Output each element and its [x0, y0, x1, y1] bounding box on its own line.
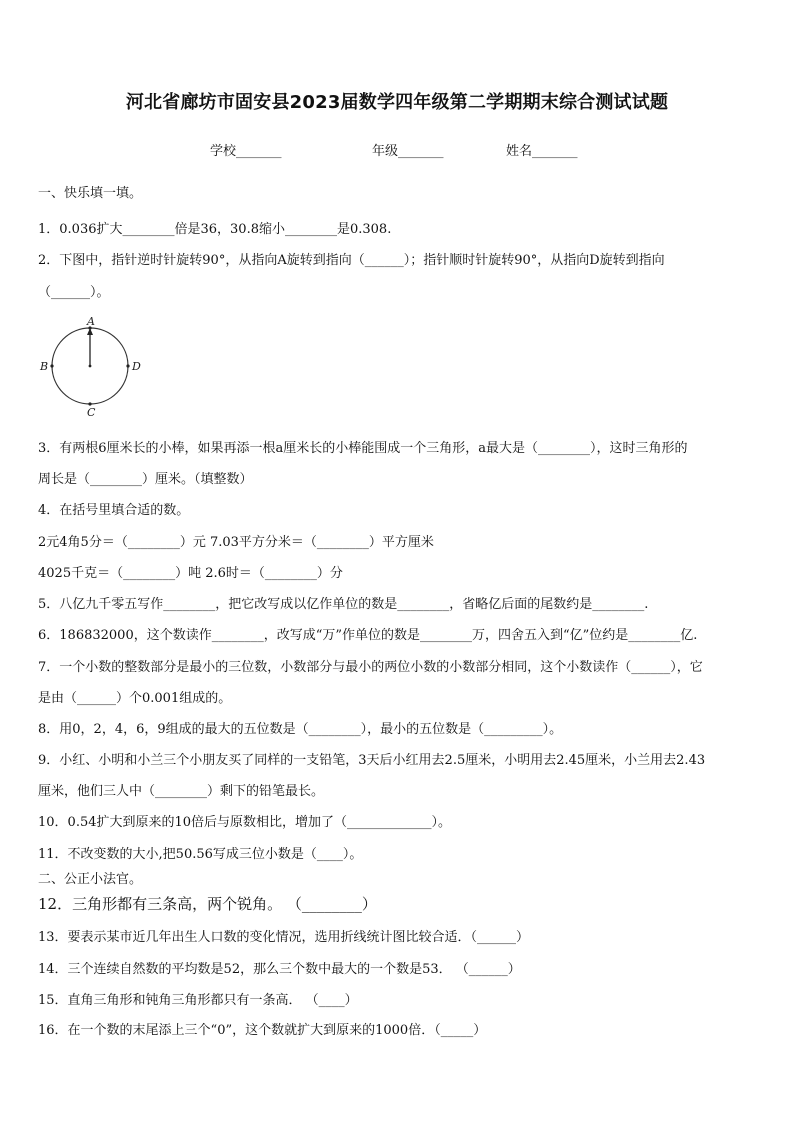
label-b: B — [40, 360, 49, 373]
question-14: 14．三个连续自然数的平均数是52，那么三个数中最大的一个数是53． （______） — [38, 962, 521, 977]
dial-center — [89, 365, 92, 368]
grade-field: 年级_______ — [372, 144, 444, 159]
question-10: 10．0.54扩大到原来的10倍后与原数相比，增加了（_____________）。 — [38, 815, 452, 830]
name-field: 姓名_______ — [506, 144, 578, 159]
question-1: 1．0.036扩大________倍是36，30.8缩小________是0.308. — [38, 222, 392, 237]
question-5: 5．八亿九千零五写作________，把它改写成以亿作单位的数是________，省略亿后面的尾数约是________. — [38, 597, 649, 612]
section-1-heading: 一、快乐填一填。 — [38, 186, 143, 201]
page-title: 河北省廊坊市固安县2023届数学四年级第二学期期末综合测试试题 — [125, 92, 669, 113]
label-a: A — [87, 315, 95, 328]
question-4-row-2: 4025千克＝（________）吨 2.6时＝（________）分 — [38, 566, 343, 581]
question-16: 16．在一个数的末尾添上三个“0”，这个数就扩大到原来的1000倍．（_____） — [38, 1023, 487, 1038]
question-6: 6．186832000，这个数读作________，改写成“万”作单位的数是________万，四舍五入到“亿”位约是________亿. — [38, 628, 698, 643]
question-7-line-2: 是由（______）个0.001组成的。 — [38, 691, 232, 706]
question-15: 15．直角三角形和钝角三角形都只有一条高． （____） — [38, 993, 358, 1008]
question-9-line-2: 厘米，他们三人中（________）剩下的铅笔最长。 — [38, 784, 325, 799]
question-13: 13．要表示某市近几年出生人口数的变化情况，选用折线统计图比较合适．（______） — [38, 930, 530, 945]
point-b-dot — [50, 364, 53, 367]
question-2-line-2: （______）。 — [38, 285, 110, 300]
question-3-line-1: 3．有两根6厘米长的小棒，如果再添一根a厘米长的小棒能围成一个三角形，a最大是（________），这时三角形的 — [38, 441, 688, 456]
point-d-dot — [126, 364, 129, 367]
question-7-line-1: 7．一个小数的整数部分是最小的三位数，小数部分与最小的两位小数的小数部分相同，这个小数读作（______），它 — [38, 660, 703, 675]
question-3-line-2: 周长是（________）厘米。（填整数） — [38, 472, 253, 487]
question-2-line-1: 2．下图中，指针逆时针旋转90°，从指向A旋转到指向（______）；指针顺时针旋转90°，从指向D旋转到指向 — [38, 253, 665, 268]
school-field: 学校_______ — [210, 144, 282, 159]
question-9-line-1: 9．小红、小明和小兰三个小朋友买了同样的一支铅笔，3天后小红用去2.5厘米，小明用去2.45厘米，小兰用去2.43 — [38, 753, 706, 768]
section-2-heading: 二、公正小法官。 — [38, 872, 143, 887]
question-4-row-1: 2元4角5分＝（________）元 7.03平方分米＝（________）平方厘米 — [38, 535, 434, 550]
label-d: D — [132, 360, 141, 373]
label-c: C — [87, 406, 96, 419]
question-4: 4．在括号里填合适的数。 — [38, 503, 190, 518]
question-8: 8．用0，2，4，6，9组成的最大的五位数是（________），最小的五位数是（_________）。 — [38, 722, 563, 737]
question-11: 11．不改变数的大小,把50.56写成三位小数是（____）。 — [38, 847, 363, 862]
dial-diagram — [36, 315, 146, 420]
question-12: 12．三角形都有三条高，两个锐角。 （________） — [38, 895, 377, 913]
